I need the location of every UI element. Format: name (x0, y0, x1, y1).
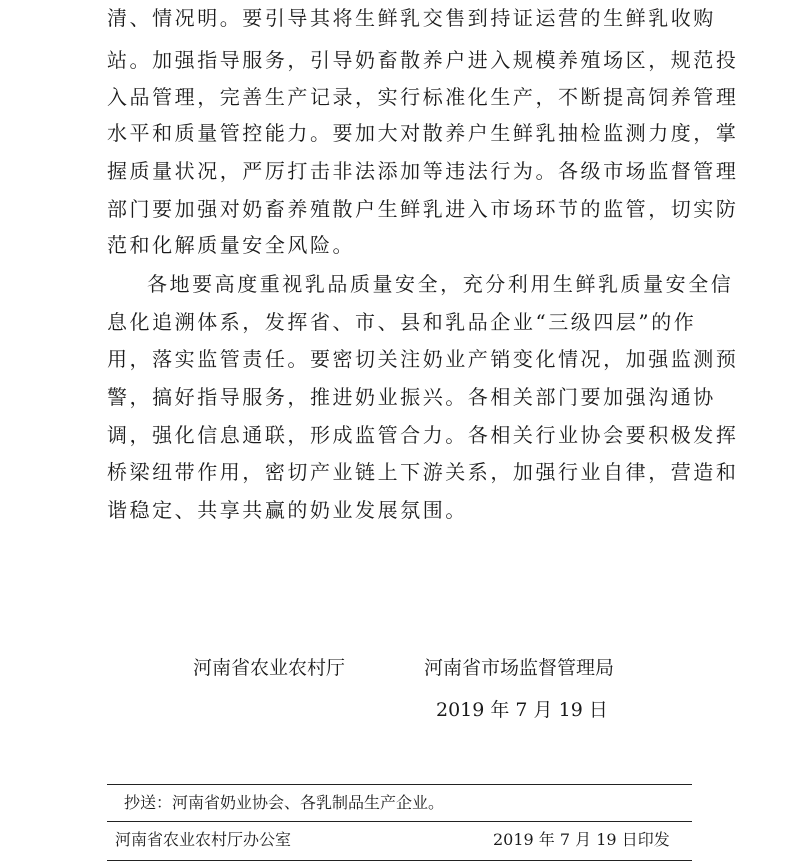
text-line: 息化追溯体系，发挥省、市、县和乳品企业“三级四层”的作 (107, 310, 697, 334)
text-line: 握质量状况，严厉打击非法添加等违法行为。各级市场监督管理 (107, 159, 739, 183)
text-line: 站。加强指导服务，引导奶畜散养户进入规模养殖场区，规范投 (107, 48, 739, 72)
cc-line (124, 791, 444, 815)
issuer-agriculture-dept: 河南省农业农村厅 (193, 657, 346, 679)
text-line: 部门要加强对奶畜养殖散户生鲜乳进入市场环节的监管，切实防 (107, 197, 739, 221)
signature-date: 2019 年 7 月 19 日 (436, 699, 608, 721)
cc-recipients: 河南省奶业协会、各乳制品生产企业。 (172, 793, 445, 812)
text-line: 清、情况明。要引导其将生鲜乳交售到持证运营的生鲜乳收购 (107, 6, 716, 30)
text-line: 桥梁纽带作用，密切产业链上下游关系，加强行业自律，营造和 (107, 460, 739, 484)
cc-label: 抄送： (124, 793, 173, 812)
text-line: 水平和质量管控能力。要加大对散养户生鲜乳抽检监测力度，掌 (107, 121, 739, 145)
text-line: 警，搞好指导服务，推进奶业振兴。各相关部门要加强沟通协 (107, 385, 716, 409)
footer-rule-bottom (107, 860, 692, 861)
footer-rule-top (107, 784, 692, 785)
text-line: 各地要高度重视乳品质量安全，充分利用生鲜乳质量安全信 (147, 272, 734, 296)
issuer-market-supervision-bureau: 河南省市场监督管理局 (424, 657, 615, 679)
footer-rule-middle (107, 821, 692, 822)
text-line: 谐稳定、共享共赢的奶业发展氛围。 (107, 498, 468, 522)
text-line: 用，落实监管责任。要密切关注奶业产销变化情况，加强监测预 (107, 347, 739, 371)
text-line: 范和化解质量安全风险。 (107, 233, 356, 257)
issuing-office: 河南省农业农村厅办公室 (115, 830, 292, 849)
print-date: 2019 年 7 月 19 日印发 (493, 830, 670, 849)
text-line: 入品管理，完善生产记录，实行标准化生产，不断提高饲养管理 (107, 85, 739, 109)
text-line: 调，强化信息通联，形成监管合力。各相关行业协会要积极发挥 (107, 423, 739, 447)
